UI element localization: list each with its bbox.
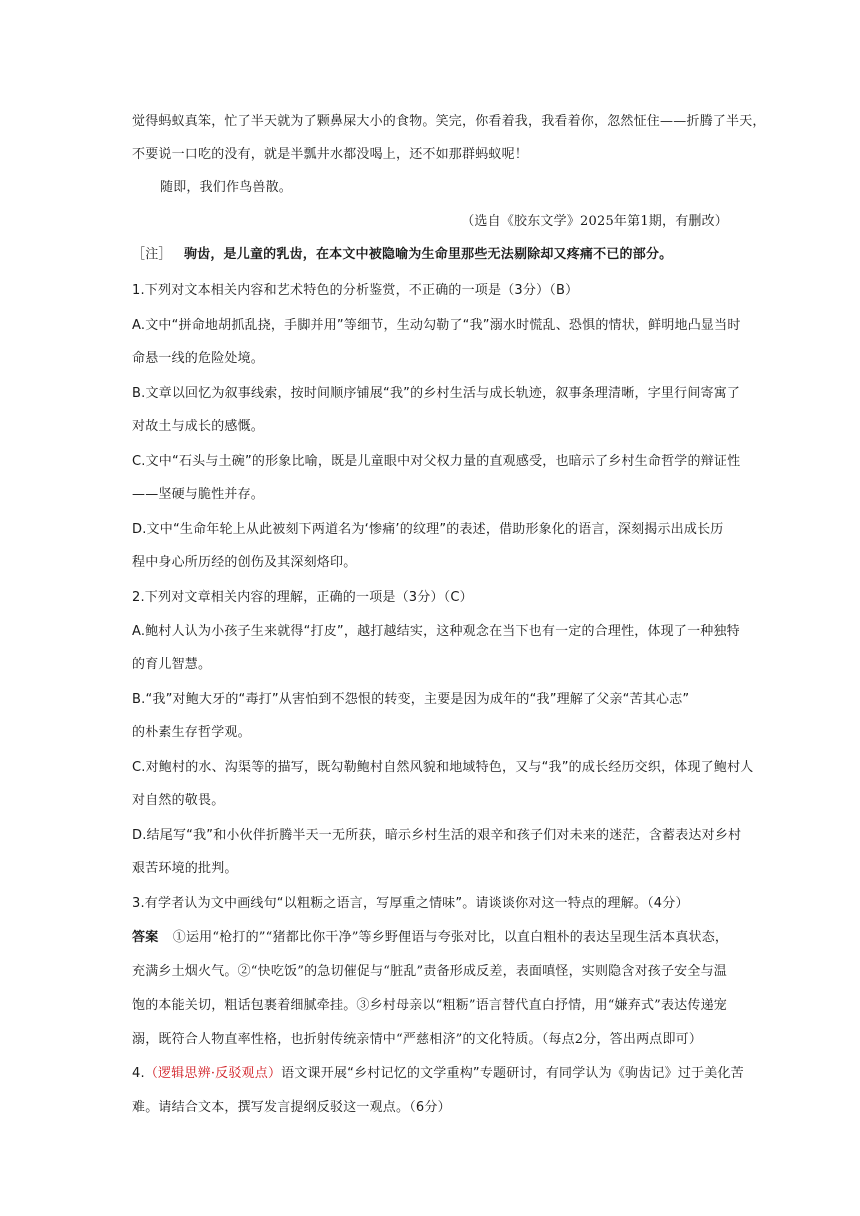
- q2-option-a-line-2: 的育儿智慧。: [132, 657, 212, 672]
- q1-option-c-line-1: C.文中“石头与土碗”的形象比喻，既是儿童眼中对父权力量的直观感受，也暗示了乡村生命哲学的辩证性: [132, 454, 741, 469]
- q1-option-b-line-2: 对故土与成长的感慨。: [132, 419, 265, 434]
- q4-tag: （逻辑思辨·反驳观点）: [144, 1066, 282, 1081]
- q2-option-a-line-1: A.鲍村人认为小孩子生来就得“打皮”，越打越结实，这种观念在当下也有一定的合理性，体现了一种独特: [132, 624, 740, 639]
- q1-option-c-line-2: ——坚硬与脆性并存。: [132, 487, 265, 502]
- q2-option-b-line-1: B.“我”对鲍大牙的“毒打”从害怕到不怨恨的转变，主要是因为成年的“我”理解了父亲“苦其心志”: [132, 692, 690, 707]
- q4-stem-text-1: 语文课开展“乡村记忆的文学重构”专题研讨，有同学认为《驹齿记》过于美化苦: [281, 1066, 744, 1081]
- q3-stem: 3.有学者认为文中画线句“以粗粝之语言，写厚重之情味”。请谈谈你对这一特点的理解。（4分）: [132, 896, 689, 911]
- q3-answer-line-4: 溺，既符合人物直率性格，也折射传统亲情中“严慈相济”的文化特质。（每点2分，答出两点即可）: [132, 1032, 703, 1047]
- q2-option-c-line-1: C.对鲍村的水、沟渠等的描写，既勾勒鲍村自然风貌和地域特色，又与“我”的成长经历交织，体现了鲍村人: [132, 760, 754, 775]
- q4-number: 4.: [132, 1066, 145, 1081]
- q2-option-b-line-2: 的朴素生存哲学观。: [132, 725, 251, 740]
- source-citation: （选自《胶东文学》2025年第1期，有删改）: [461, 214, 728, 229]
- note-text: 驹齿，是儿童的乳齿，在本文中被隐喻为生命里那些无法剔除却又疼痛不已的部分。: [183, 247, 673, 262]
- q2-option-d-line-2: 艰苦环境的批判。: [132, 861, 238, 876]
- q2-option-d-line-1: D.结尾写“我”和小伙伴折腾半天一无所获，暗示乡村生活的艰辛和孩子们对未来的迷茫，含蓄表达对乡村: [132, 828, 742, 843]
- passage-line-3: 随即，我们作鸟兽散。: [160, 180, 293, 195]
- q3-answer-line-2: 充满乡土烟火气。②“快吃饭”的急切催促与“脏乱”责备形成反差，表面嗔怪，实则隐含对孩子安全与温: [132, 964, 727, 979]
- q1-option-a-line-1: A.文中“拼命地胡抓乱挠，手脚并用”等细节，生动勾勒了“我”溺水时慌乱、恐惧的情状，鲜明地凸显当时: [132, 318, 741, 333]
- passage-line-1: 觉得蚂蚁真笨，忙了半天就为了颗鼻屎大小的食物。笑完，你看着我，我看着你，忽然怔住——折腾了半天，: [132, 114, 766, 129]
- q1-option-d-line-1: D.文中“生命年轮上从此被刻下两道名为‘惨痛’的纹理”的表述，借助形象化的语言，深刻揭示出成长历: [132, 522, 724, 537]
- passage-line-2: 不要说一口吃的没有，就是半瓢井水都没喝上，还不如那群蚂蚁呢！: [132, 147, 529, 162]
- note-tag: ［注］: [132, 247, 172, 262]
- q1-stem: 1.下列对文本相关内容和艺术特色的分析鉴赏，不正确的一项是（3分）（B）: [132, 283, 579, 298]
- q2-stem: 2.下列对文章相关内容的理解，正确的一项是（3分）（C）: [132, 590, 473, 605]
- q3-answer-line-3: 饱的本能关切，粗话包裹着细腻牵挂。③乡村母亲以“粗粝”语言替代直白抒情，用“嫌弃式”表达传递宠: [132, 998, 727, 1013]
- q1-option-a-line-2: 命悬一线的危险处境。: [132, 351, 265, 366]
- q1-option-d-line-2: 程中身心所历经的创伤及其深刻烙印。: [132, 555, 357, 570]
- q1-option-b-line-1: B.文章以回忆为叙事线索，按时间顺序铺展“我”的乡村生活与成长轨迹，叙事条理清晰，字里行间寄寓了: [132, 386, 741, 401]
- answer-label: 答案: [132, 930, 159, 945]
- q4-stem-line-1: [132, 1064, 744, 1084]
- note: [132, 245, 672, 265]
- q3-answer-text-1: ①运用“枪打的”“猪都比你干净”等乡野俚语与夸张对比，以直白粗朴的表达呈现生活本真状态，: [172, 930, 729, 945]
- q4-stem-line-2: 难。请结合文本，撰写发言提纲反驳这一观点。（6分）: [132, 1100, 451, 1115]
- q3-answer-line-1: [132, 928, 728, 948]
- q2-option-c-line-2: 对自然的敬畏。: [132, 793, 225, 808]
